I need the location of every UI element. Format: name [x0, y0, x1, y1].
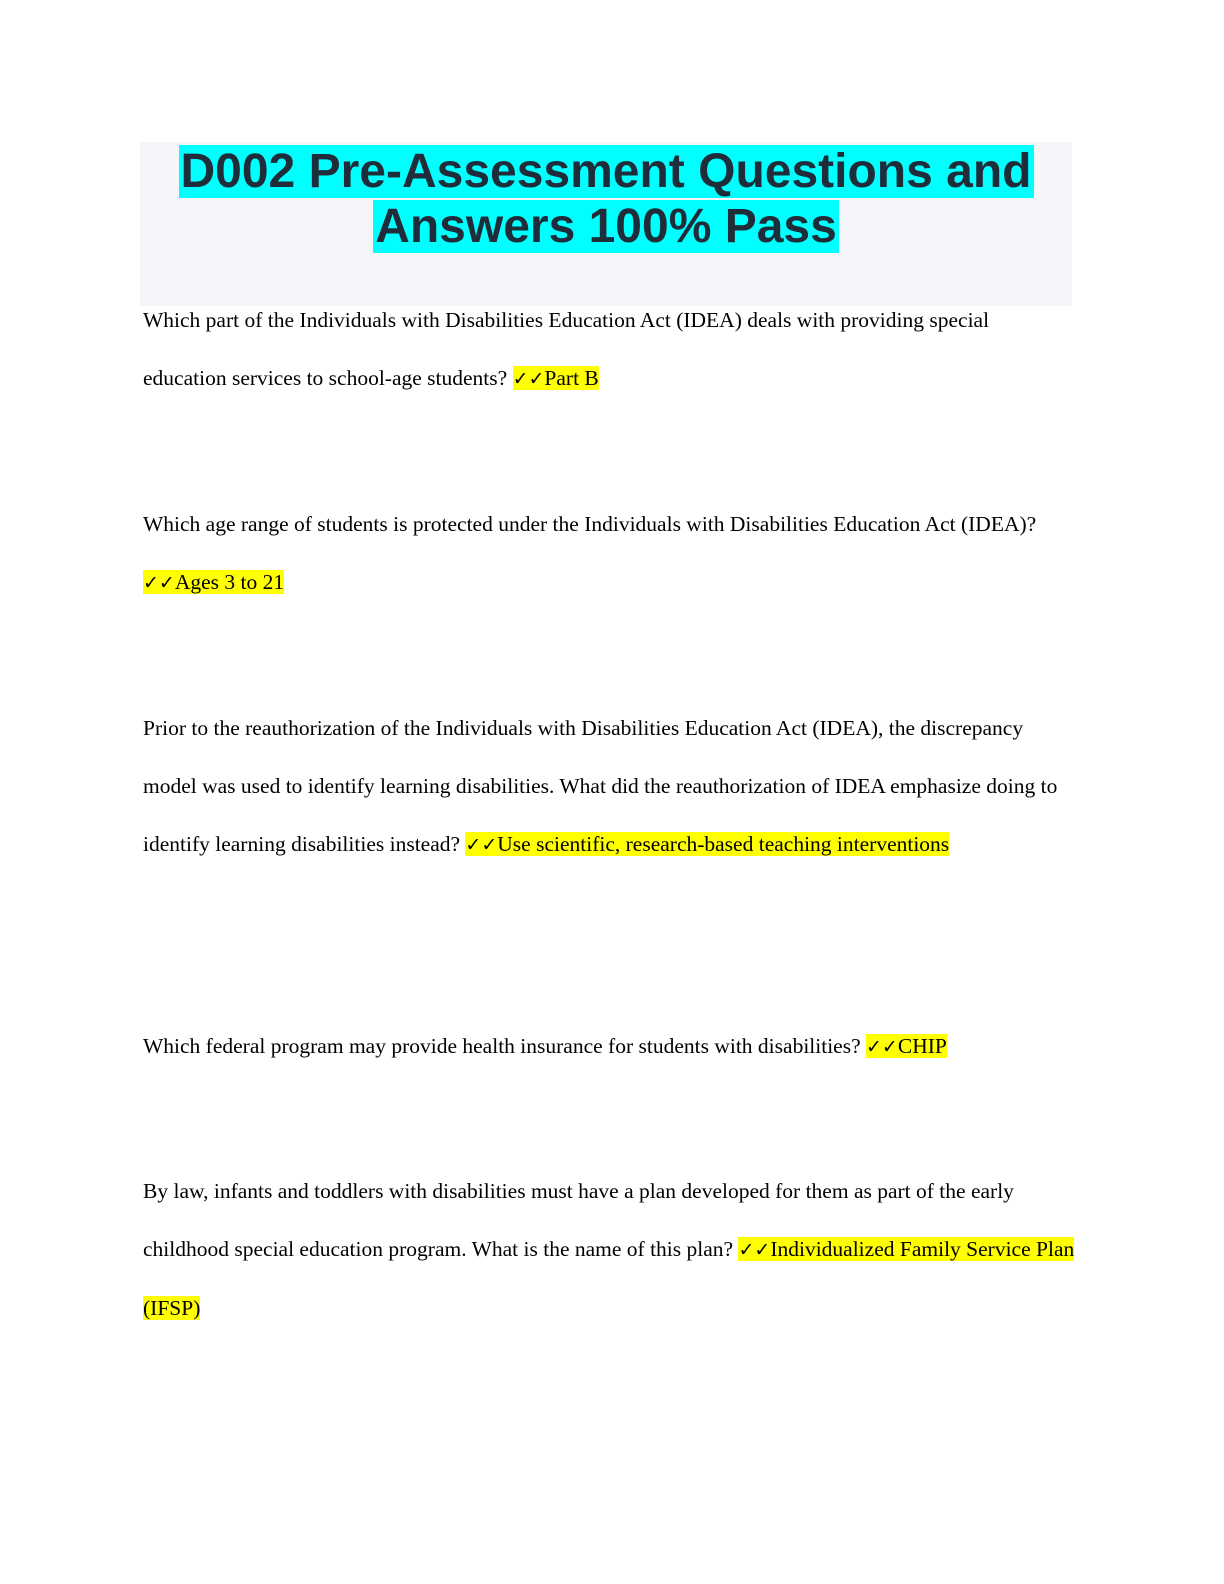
check-icon: ✓✓ — [866, 1036, 898, 1058]
answer-highlight — [866, 1034, 947, 1058]
document-title — [140, 142, 1072, 254]
question-text: Which federal program may provide health insurance for students with disabilities? — [143, 1034, 861, 1058]
answer-highlight — [143, 570, 284, 594]
check-icon: ✓✓ — [738, 1239, 771, 1261]
question-text: Which part of the Individuals with Disabilities Education Act (IDEA) deals with providing special education services to school-age students? — [143, 308, 990, 390]
qa-item-1 — [143, 291, 1078, 408]
title-line-2: Answers 100% Pass — [375, 200, 837, 253]
question-text: Prior to the reauthorization of the Individuals with Disabilities Education Act (IDEA), the discrepancy model was used to identify learning disabilities. What did the reauthorization of IDEA emphasize doing to identify learning disabilities instead? — [143, 716, 1058, 856]
answer-text: Individualized Family Service Plan (IFSP) — [143, 1237, 1075, 1320]
check-icon: ✓✓ — [143, 572, 175, 594]
title-box — [140, 142, 1072, 306]
answer-text: CHIP — [897, 1034, 947, 1058]
check-icon: ✓✓ — [465, 834, 498, 856]
qa-item-3 — [143, 699, 1078, 874]
answer-text: Ages 3 to 21 — [174, 570, 285, 594]
answer-highlight — [513, 366, 599, 390]
answer-text: Part B — [544, 366, 599, 390]
question-text: By law, infants and toddlers with disabilities must have a plan developed for them as part of the early childhood special education program. What is the name of this plan? — [143, 1179, 1014, 1261]
answer-highlight — [465, 832, 949, 856]
qa-item-2 — [143, 495, 1078, 612]
qa-item-4 — [143, 1017, 1078, 1076]
question-text: Which age range of students is protected under the Individuals with Disabilities Education Act (IDEA)? — [143, 512, 1037, 536]
check-icon: ✓✓ — [512, 368, 545, 390]
title-line-1: D002 Pre-Assessment Questions and — [180, 145, 1032, 198]
qa-item-5 — [143, 1162, 1078, 1337]
answer-text: Use scientific, research-based teaching interventions — [497, 832, 950, 856]
